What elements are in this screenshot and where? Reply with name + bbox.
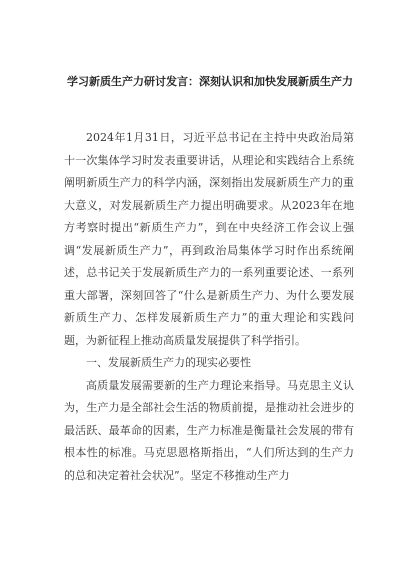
paragraph-section-one: 高质量发展需要新的生产力理论来指导。马克思主义认为，生产力是全部社会生活的物质前提，是推动社会进步的最活跃、最革命的因素，生产力标准是衡量社会发展的带有根本性的标准。马克思恩格斯指出，“人们所达到的生产力的总和决定着社会状况”。坚定不移推动生产力 — [64, 378, 354, 482]
section-heading: 一、发展新质生产力的现实必要性 — [86, 356, 251, 369]
document-title: 学习新质生产力研讨发言：深刻认识和加快发展新质生产力 — [67, 75, 353, 88]
document-body — [64, 127, 354, 487]
paragraph-intro: 2024年1月31日，习近平总书记在主持中央政治局第十一次集体学习时发表重要讲话，从理论和实践结合上系统阐明新质生产力的科学内涵，深刻指出发展新质生产力的重大意义，对发展新质生产力提出明确要求。从2023年在地方考察时提出“新质生产力”，到在中央经济工作会议上强调“发展新质生产力”，再到政治局集体学习时作出系统阐述，总书记关于发展新质生产力的一系列重要论述、一系列重大部署，深刻回答了“什么是新质生产力、为什么要发展新质生产力、怎样发展新质生产力”的重大理论和实践问题，为新征程上推动高质量发展提供了科学指引。 — [64, 131, 354, 347]
